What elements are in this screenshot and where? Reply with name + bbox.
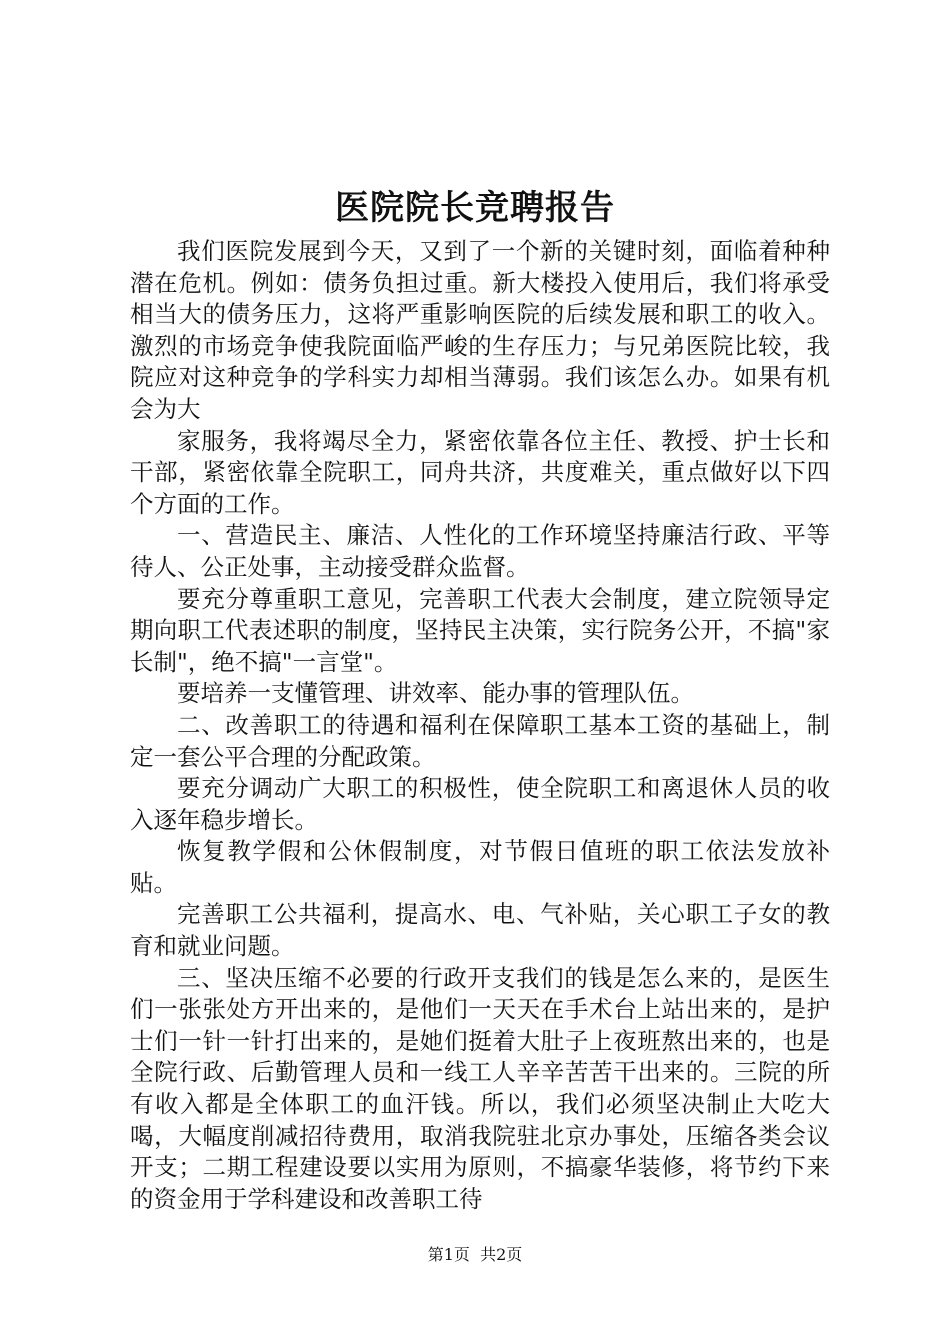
paragraph: 完善职工公共福利，提高水、电、气补贴，关心职工子女的教育和就业问题。	[130, 900, 830, 961]
page-number: 第1页	[427, 1245, 470, 1264]
document-body	[130, 236, 830, 1215]
paragraph: 要培养一支懂管理、讲效率、能办事的管理队伍。	[177, 679, 694, 708]
page-total: 共2页	[480, 1245, 523, 1264]
paragraph: 要充分尊重职工意见，完善职工代表大会制度，建立院领导定期向职工代表述职的制度，坚持民主决策，实行院务公开，不搞"家长制"，绝不搞"一言堂"。	[130, 584, 830, 676]
paragraph: 家服务，我将竭尽全力，紧密依靠各位主任、教授、护士长和干部，紧密依靠全院职工，同舟共济，共度难关，重点做好以下四个方面的工作。	[130, 426, 830, 518]
paragraph: 恢复教学假和公休假制度，对节假日值班的职工依法发放补贴。	[130, 837, 830, 897]
page-footer	[0, 1245, 950, 1265]
paragraph: 三、坚决压缩不必要的行政开支我们的钱是怎么来的，是医生们一张张处方开出来的，是他们一天天在手术台上站出来的，是护士们一针一针打出来的，是她们挺着大肚子上夜班熬出来的，也是全院行政、后勤管理人员和一线工人辛辛苦苦干出来的。三院的所有收入都是全体职工的血汗钱。所以，我们必须坚决制止大吃大喝，大幅度削减招待费用，取消我院驻北京办事处，压缩各类会议开支；二期工程建设要以实用为原则，不搞豪华装修，将节约下来的资金用于学科建设和改善职工待	[130, 963, 830, 1213]
paragraph: 我们医院发展到今天，又到了一个新的关键时刻，面临着种种潜在危机。例如：债务负担过重。新大楼投入使用后，我们将承受相当大的债务压力，这将严重影响医院的后续发展和职工的收入。激烈的市场竞争使我院面临严峻的生存压力；与兄弟医院比较，我院应对这种竞争的学科实力却相当薄弱。我们该怎么办。如果有机会为大	[130, 237, 830, 423]
paragraph: 二、改善职工的待遇和福利在保障职工基本工资的基础上，制定一套公平合理的分配政策。	[130, 710, 830, 771]
paragraph: 要充分调动广大职工的积极性，使全院职工和离退休人员的收入逐年稳步增长。	[130, 774, 830, 834]
document-title: 医院院长竞聘报告	[335, 188, 615, 228]
paragraph: 一、营造民主、廉洁、人性化的工作环境坚持廉洁行政、平等待人、公正处事，主动接受群众监督。	[130, 521, 830, 581]
